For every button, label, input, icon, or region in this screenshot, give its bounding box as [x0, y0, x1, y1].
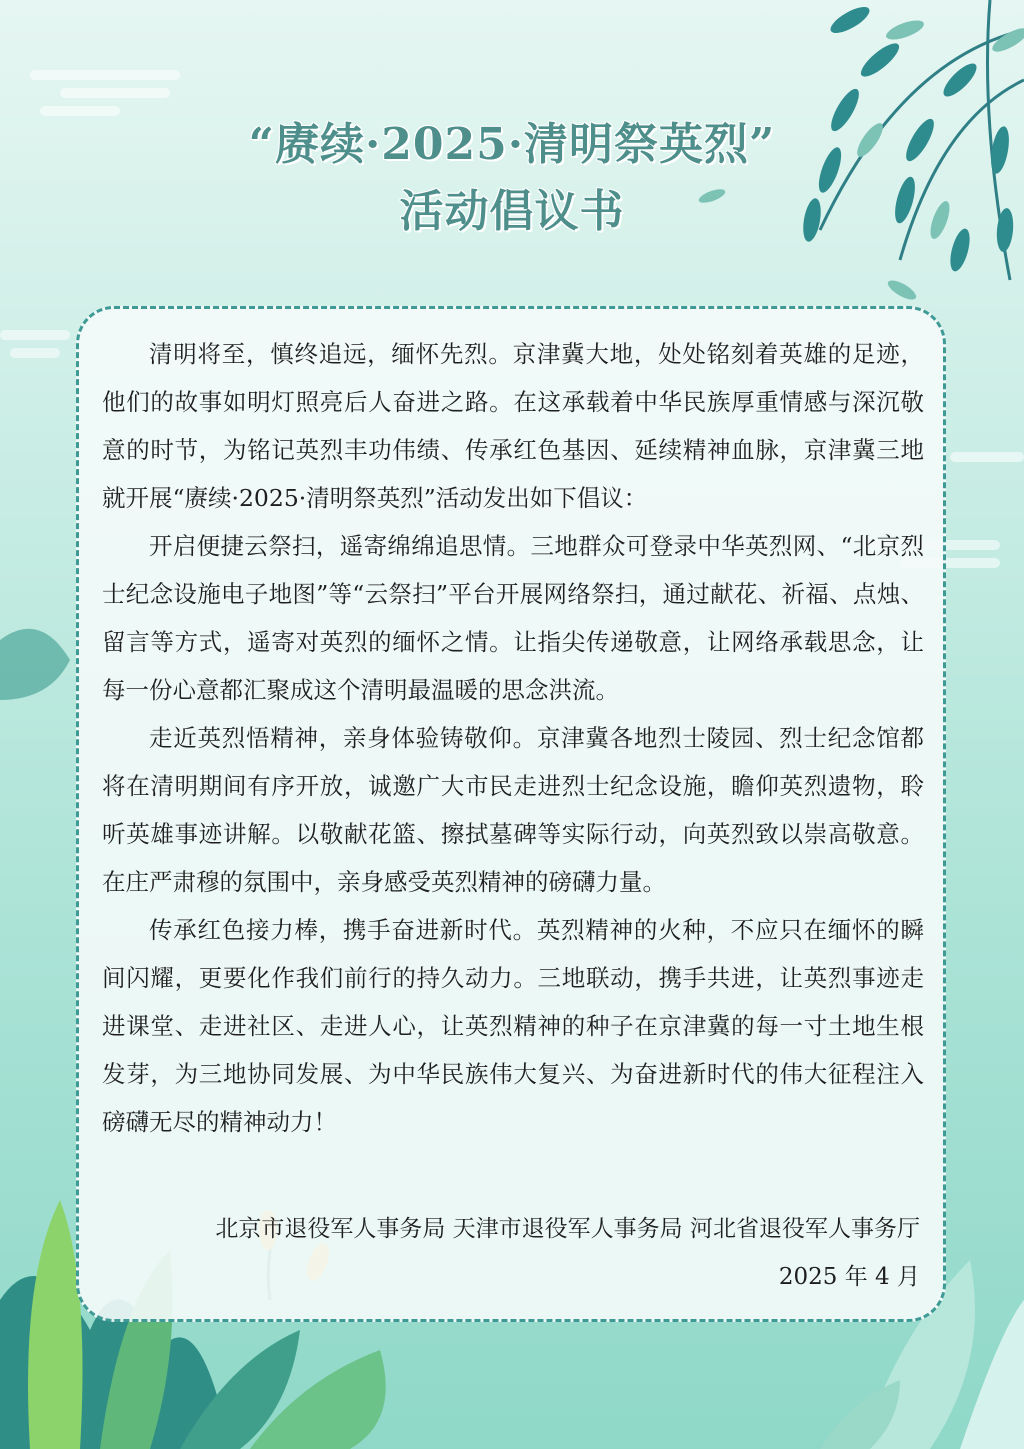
- letter-date: 2025 年 4 月: [778, 1264, 920, 1290]
- letter-body: [102, 330, 924, 1146]
- paragraph-visit-memorial: 走近英烈悟精神，亲身体验铸敬仰。京津冀各地烈士陵园、烈士纪念馆都将在清明期间有序开放，诚邀广大市民走进烈士纪念设施，瞻仰英烈遗物，聆听英雄事迹讲解。以敬献花篮、擦拭墓碑等实际行动，向英烈致以崇高敬意。在庄严肃穆的氛围中，亲身感受英烈精神的磅礴力量。: [102, 724, 924, 896]
- signatories: 北京市退役军人事务局 天津市退役军人事务局 河北省退役军人事务厅: [215, 1216, 920, 1242]
- paragraph-intro: 清明将至，慎终追远，缅怀先烈。京津冀大地，处处铭刻着英雄的足迹，他们的故事如明灯照亮后人奋进之路。在这承载着中华民族厚重情感与深沉敬意的时节，为铭记英烈丰功伟绩、传承红色基因、延续精神血脉，京津冀三地就开展“赓续·2025·清明祭英烈”活动发出如下倡议：: [102, 340, 924, 512]
- signature-block: [215, 1205, 920, 1301]
- page-title: “赓续·2025·清明祭英烈”: [248, 119, 776, 170]
- paragraph-cloud-memorial: 开启便捷云祭扫，遥寄绵绵追思情。三地群众可登录中华英烈网、“北京烈士纪念设施电子地图”等“云祭扫”平台开展网络祭扫，通过献花、祈福、点烛、留言等方式，遥寄对英烈的缅怀之情。让指尖传递敬意，让网络承载思念，让每一份心意都汇聚成这个清明最温暖的思念洪流。: [102, 532, 924, 704]
- page-subtitle: 活动倡议书: [399, 186, 625, 237]
- paragraph-inherit-spirit: 传承红色接力棒，携手奋进新时代。英烈精神的火种，不应只在缅怀的瞬间闪耀，更要化作我们前行的持久动力。三地联动，携手共进，让英烈事迹走进课堂、走进社区、走进人心，让英烈精神的种子在京津冀的每一寸土地生根发芽，为三地协同发展、为中华民族伟大复兴、为奋进新时代的伟大征程注入磅礴无尽的精神动力！: [102, 916, 924, 1136]
